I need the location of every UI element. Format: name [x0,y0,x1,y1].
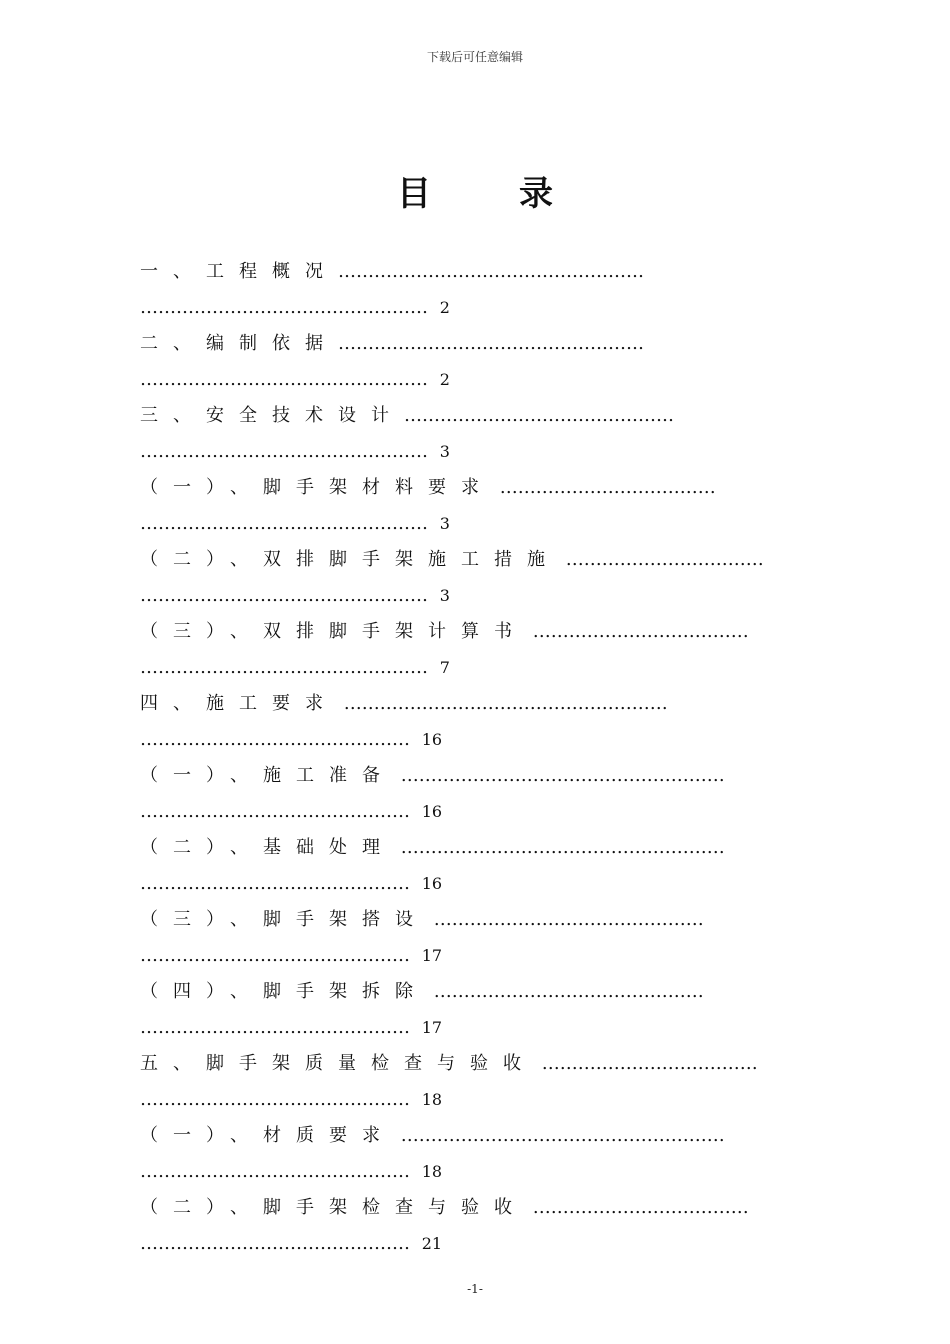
toc-label: （三）、双排脚手架计算书 [140,621,527,642]
toc-page-number: 16 [421,730,443,749]
toc-dots: ……………………………………… [140,1017,416,1038]
toc-page-number: 2 [439,298,450,317]
toc-entry[interactable] [140,761,850,833]
toc-dots: …………………………………………… [338,333,644,354]
toc-page-number: 16 [421,874,443,893]
toc-label: （三）、脚手架搭设 [140,909,428,930]
toc-label: （二）、基础处理 [140,837,395,858]
toc-page-number: 16 [421,802,443,821]
toc-dots: ……………………………………… [140,729,416,750]
toc-dots: ……………………………………………… [338,693,668,714]
toc-page-number: 7 [439,658,450,677]
toc-entry[interactable] [140,329,850,401]
toc-entry[interactable] [140,473,850,545]
toc-page-number: 3 [439,442,450,461]
toc-label: （一）、施工准备 [140,765,395,786]
title-char-2: 录 [519,174,553,214]
toc-dots: ……………………………………………… [395,1125,725,1146]
toc-page-number: 3 [439,586,450,605]
toc-page-number: 21 [421,1234,443,1253]
toc-label: （一）、脚手架材料要求 [140,477,494,498]
toc-dots: ……………………………… [536,1053,758,1074]
toc-dots: ………………………………………… [140,297,434,318]
toc-page-number: 17 [421,946,443,965]
toc-dots: ………………………………………… [140,369,434,390]
page-title [0,166,950,215]
toc-dots: ……………………………………… [140,1233,416,1254]
toc-dots: ……………………………………… [404,405,674,426]
toc-dots: ……………………………………… [140,873,416,894]
toc-dots: ………………………………………… [140,513,434,534]
toc-entry[interactable] [140,905,850,977]
toc-dots: ……………………………………… [140,1161,416,1182]
toc-dots: ……………………………… [527,1197,749,1218]
toc-entry[interactable] [140,833,850,905]
toc-dots: …………………………… [560,549,764,570]
toc-label: 五、脚手架质量检查与验收 [140,1053,536,1074]
toc-page-number: 3 [439,514,450,533]
toc-dots: ……………………………………… [140,945,416,966]
toc-label: 四、施工要求 [140,693,338,714]
toc-entry[interactable] [140,689,850,761]
toc-entry[interactable] [140,977,850,1049]
toc-label: （一）、材质要求 [140,1125,395,1146]
toc-label: （二）、双排脚手架施工措施 [140,549,560,570]
toc-dots: ………………………………………… [140,657,434,678]
toc-label: （二）、脚手架检查与验收 [140,1197,527,1218]
toc-dots: ………………………………………… [140,585,434,606]
toc-label: 二、编制依据 [140,333,338,354]
title-char-1: 目 [397,174,431,214]
toc-entry[interactable] [140,545,850,617]
toc-dots: ……………………………………… [140,1089,416,1110]
toc-label: 三、安全技术设计 [140,405,404,426]
toc-dots: ……………………………………… [428,981,704,1002]
toc-dots: ……………………………………… [428,909,704,930]
toc-entry[interactable] [140,257,850,329]
toc-entry[interactable] [140,617,850,689]
header-note: 下载后可任意编辑 [426,50,523,64]
toc-dots: ……………………………………………… [395,837,725,858]
toc-page-number: 18 [421,1090,443,1109]
toc-entry[interactable] [140,1049,850,1121]
toc-page-number: 17 [421,1018,443,1037]
toc-entry[interactable] [140,1193,850,1265]
toc-label: （四）、脚手架拆除 [140,981,428,1002]
toc-dots: ……………………………… [527,621,749,642]
toc-page-number: 2 [439,370,450,389]
toc-entry[interactable] [140,401,850,473]
toc-dots: ……………………………………………… [395,765,725,786]
page-number-footer: -1- [467,1282,483,1296]
table-of-contents [140,257,850,1265]
toc-dots: ………………………………………… [140,441,434,462]
toc-entry[interactable] [140,1121,850,1193]
toc-label: 一、工程概况 [140,261,338,282]
toc-dots: ……………………………… [494,477,716,498]
toc-dots: …………………………………………… [338,261,644,282]
toc-dots: ……………………………………… [140,801,416,822]
toc-page-number: 18 [421,1162,443,1181]
